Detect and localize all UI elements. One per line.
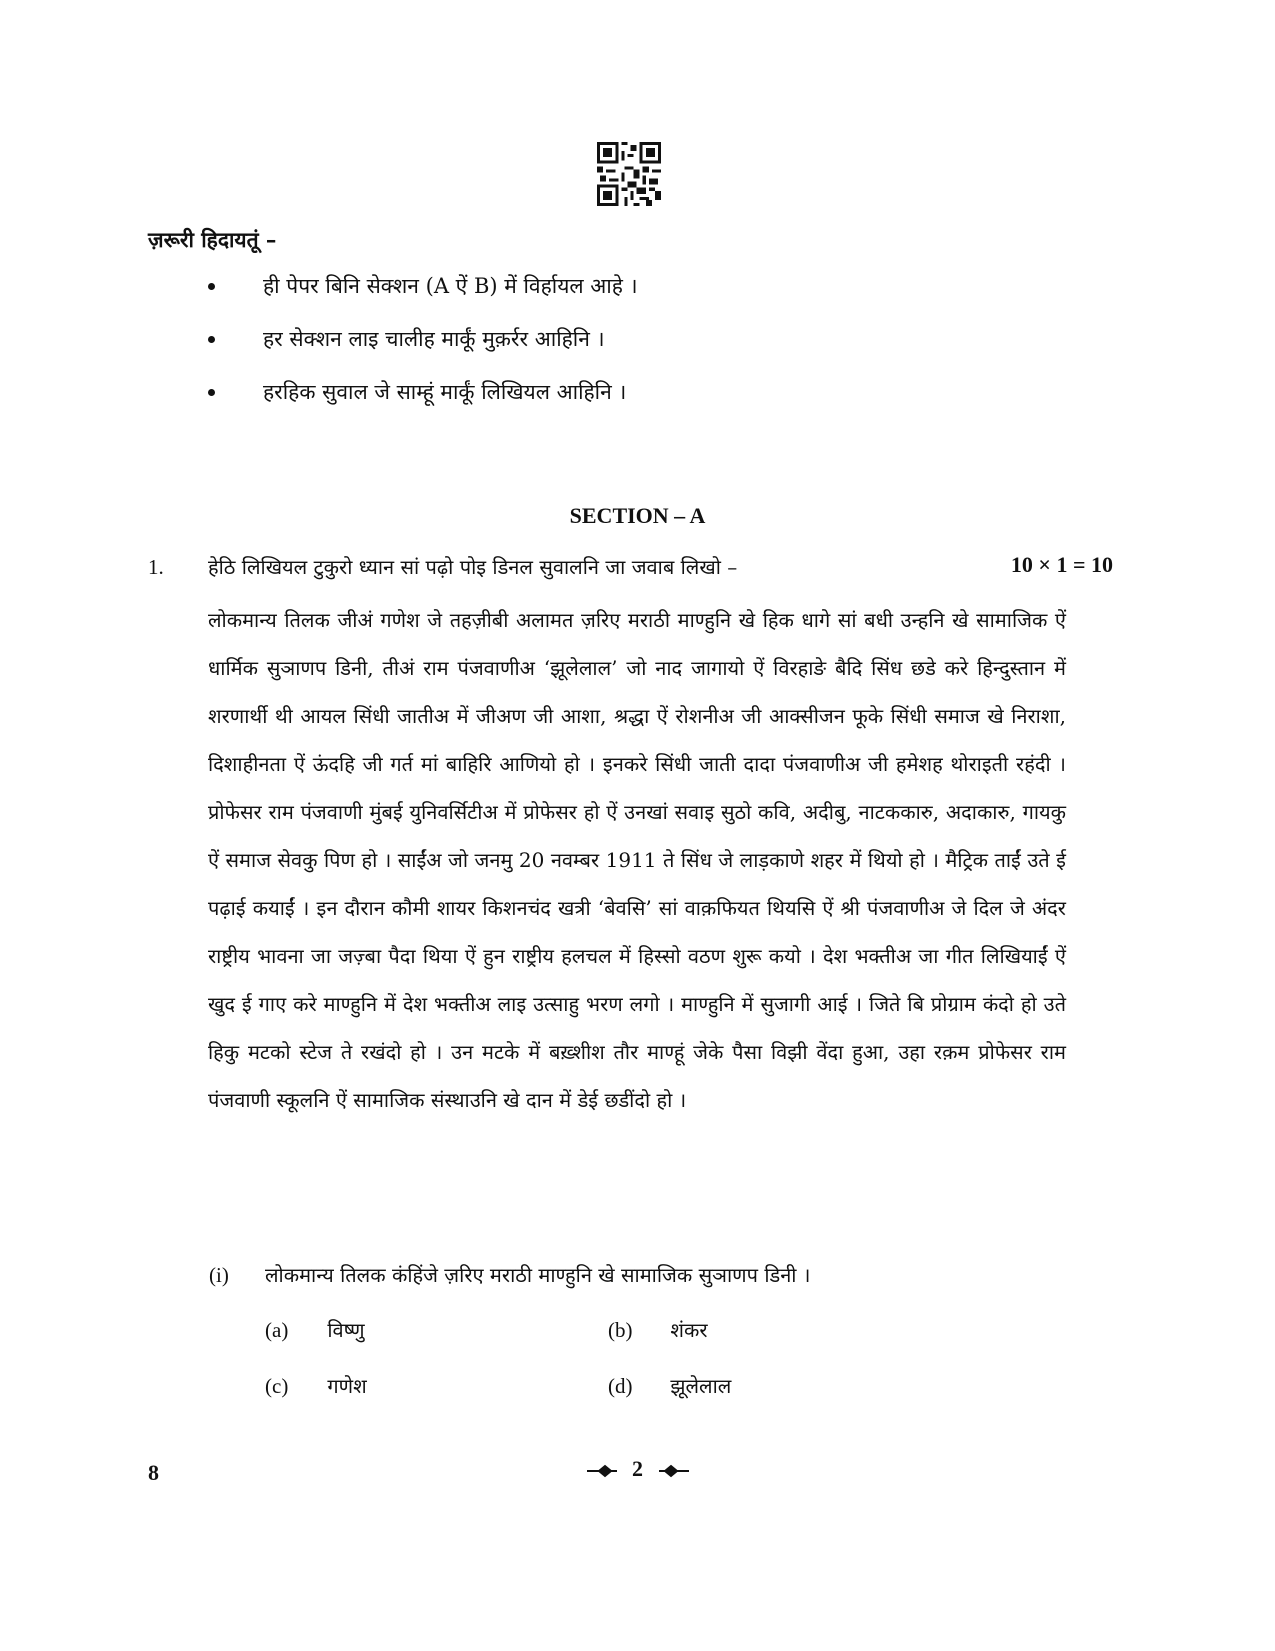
option-c (265, 1372, 367, 1399)
bullet-icon (208, 336, 215, 343)
ornament-left-icon (587, 1464, 617, 1478)
option-text: गणेश (327, 1374, 367, 1398)
instruction-text: हरहिक सुवाल जे साम्हूं मार्कूं लिखियल आहिनि । (263, 380, 627, 404)
option-a (265, 1316, 365, 1343)
option-label: (d) (608, 1374, 633, 1398)
option-label: (a) (265, 1318, 289, 1342)
option-b (608, 1316, 708, 1343)
instruction-item (208, 325, 605, 353)
ornament-right-icon (659, 1464, 689, 1478)
paper-code: 8 (148, 1460, 159, 1485)
option-d (608, 1372, 731, 1399)
option-text: झूलेलाल (670, 1374, 732, 1398)
instruction-text: हर सेक्शन लाइ चालीह मार्कूं मुक़र्रर आहिनि । (263, 327, 605, 351)
option-text: विष्णु (327, 1318, 365, 1342)
option-label: (c) (265, 1374, 289, 1398)
instructions-title: ज़रूरी हिदायतूं – (148, 227, 277, 252)
page-number: 2 (632, 1456, 643, 1481)
section-title: SECTION – A (569, 503, 706, 528)
instruction-item (208, 272, 638, 300)
instruction-item (208, 378, 626, 406)
question-number: 1. (148, 555, 164, 579)
instruction-text: ही पेपर बिनि सेक्शन (A ऐं B) में विर्हायल आहे । (263, 274, 638, 298)
page-number-block (0, 1456, 1275, 1482)
qr-code (597, 142, 661, 206)
option-text: शंकर (670, 1318, 708, 1342)
subquestion-text: लोकमान्य तिलक कंहिंजे ज़रिए मराठी माण्हुनि खे सामाजिक सुञाणप डिनी । (265, 1263, 811, 1287)
subquestion-number: (i) (209, 1263, 229, 1287)
passage: लोकमान्य तिलक जीअं गणेश जे तहज़ीबी अलामत ज़रिए मराठी माण्हुनि खे हिक धागे सां बधी उन्हनि खे सामाजिक ऐं धार्मिक सुञाणप डिनी, तीअं राम पंजवाणीअ ‘झूलेलाल’ जो नाद जागायो ऐं विरहाङे बैदि सिंध छडे करे हिन्दुस्तान में शरणार्थी थी आयल सिंधी जातीअ में जीअण जी आशा, श्रद्धा ऐं रोशनीअ जी आक्सीजन फूके सिंधी समाज खे निराशा, दिशाहीनता ऐं ऊंदहि जी गर्त मां बाहिरि आणियो हो । इनकरे सिंधी जाती दादा पंजवाणीअ जी हमेशह थोराइती रहंदी । प्रोफेसर राम पंजवाणी मुंबई युनिवर्सिटीअ में प्रोफेसर हो ऐं उनखां सवाइ सुठो कवि, अदीबु, नाटककारु, अदाकारु, गायकु ऐं समाज सेवकु पिण हो । साईंअ जो जनमु 20 नवम्बर 1911 ते सिंध जे लाड़काणे शहर में थियो हो । मैट्रिक ताईं उते ई पढ़ाई कयाईं । इन दौरान कौमी शायर किशनचंद खत्री ‘बेवसि’ सां वाक़फियत थियसि ऐं श्री पंजवाणीअ जे दिल जे अंदर राष्ट्रीय भावना जा जज़्बा पैदा थिया ऐं हुन राष्ट्रीय हलचल में हिस्सो वठण शुरू कयो । देश भक्तीअ जा गीत लिखियाईं ऐं खुद ई गाए करे माण्हुनि में देश भक्तीअ लाइ उत्साहु भरण लगो । माण्हुनि में सुजागी आई । जिते बि प्रोग्राम कंदो हो उते हिकु मटको स्टेज ते रखंदो हो । उन मटके में बख़्शीश तौर माण्हूं जेके पैसा विझी वेंदा हुआ, उहा रक़म प्रोफेसर राम पंजवाणी स्कूलनि ऐं सामाजिक संस्थाउनि खे दान में डेई छडींदो हो । (208, 608, 1066, 1112)
question-marks: 10 × 1 = 10 (1010, 552, 1113, 577)
option-label: (b) (608, 1318, 633, 1342)
question-text: हेठि लिखियल टुकुरो ध्यान सां पढ़ो पोइ डिनल सुवालनि जा जवाब लिखो – (208, 555, 738, 579)
bullet-icon (208, 283, 215, 290)
bullet-icon (208, 389, 215, 396)
